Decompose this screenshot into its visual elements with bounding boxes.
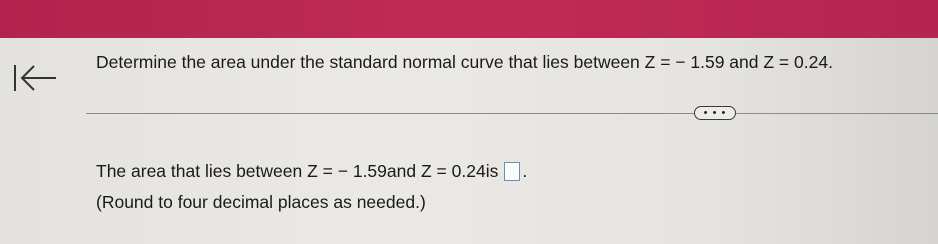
arrow-left-to-bar-icon (12, 62, 60, 94)
back-to-start-button[interactable] (12, 62, 60, 94)
answer-connector: and (386, 161, 417, 181)
answer-suffix: . (522, 161, 528, 181)
answer-z1: Z = − 1.59 (307, 161, 387, 181)
more-button[interactable]: • • • (694, 106, 736, 120)
divider (736, 113, 938, 114)
answer-z2: Z = 0.24 (420, 161, 486, 181)
answer-line (96, 161, 527, 182)
question-connector: and (724, 52, 764, 72)
answer-input[interactable] (504, 162, 520, 181)
rounding-note: (Round to four decimal places as needed.) (96, 192, 426, 212)
question-text (96, 52, 833, 73)
question-suffix: . (828, 52, 833, 72)
question-z1: Z = − 1.59 (644, 52, 725, 72)
answer-mid: is (485, 161, 499, 181)
question-z2: Z = 0.24 (763, 52, 829, 72)
top-banner (0, 0, 938, 38)
divider (86, 113, 694, 114)
question-prefix: Determine the area under the standard normal curve that lies between (96, 52, 645, 72)
answer-prefix: The area that lies between (96, 161, 303, 181)
